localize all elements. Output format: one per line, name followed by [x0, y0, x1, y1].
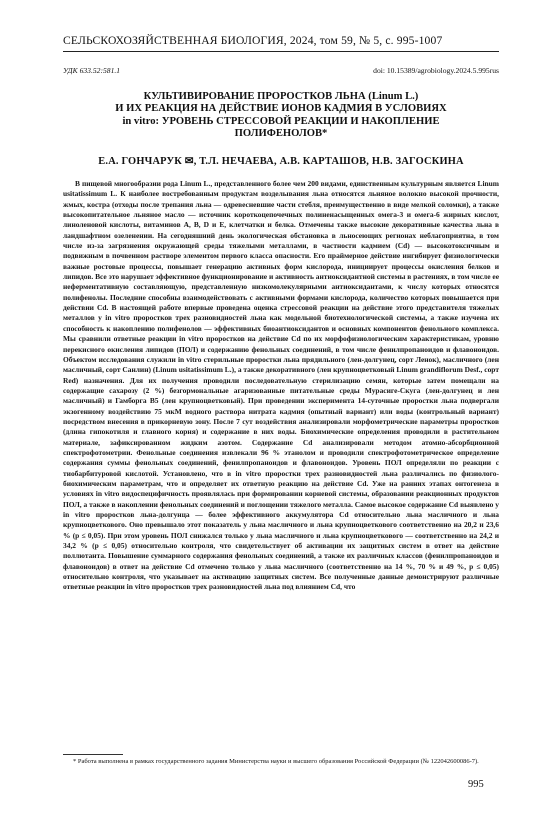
page-number: 995	[468, 779, 484, 790]
title-line-2: И ИХ РЕАКЦИЯ НА ДЕЙСТВИЕ ИОНОВ КАДМИЯ В УСЛОВИЯХ	[115, 103, 447, 115]
title-line-3: in vitro: УРОВЕНЬ СТРЕССОВОЙ РЕАКЦИИ И НАКОПЛЕНИЕ	[122, 115, 440, 127]
author-list: Е.А. ГОНЧАРУК ✉, Т.Л. НЕЧАЕВА, А.В. КАРТАШОВ, Н.В. ЗАГОСКИНА	[98, 156, 464, 167]
funding-footnote: * Работа выполнена в рамках государственного задания Министерства науки и высшего образования Российской Федерации (№ 122042600086-7).	[73, 758, 479, 765]
title-line-1: КУЛЬТИВИРОВАНИЕ ПРОРОСТКОВ ЛЬНА (Linum L.)	[143, 91, 419, 102]
footnote-rule	[63, 754, 123, 755]
doi-link[interactable]: doi: 10.15389/agrobiology.2024.5.995rus	[373, 66, 499, 75]
udk-code: УДК 633.52:581.1	[63, 66, 121, 75]
header-rule	[63, 51, 499, 52]
journal-running-header: СЕЛЬСКОХОЗЯЙСТВЕННАЯ БИОЛОГИЯ, 2024, том 59, № 5, с. 995-1007	[63, 34, 443, 47]
article-title	[63, 91, 499, 141]
article-meta	[63, 66, 499, 78]
title-line-4: ПОЛИФЕНОЛОВ*	[234, 128, 328, 140]
abstract-paragraph: В пищевой многообразии рода Linum L., представленного более чем 200 видами, единственным культурным является Linum usitatissimum L. К наиболее востребованным продуктам возделывания льна относятся льняное волокно высокой прочности, жмых, костра (отходы после трепания льна — одревесневшие части стебля, преимущественно в виде мелкой соломки), а также высокопитательное льняное масло — источник короткоцепочечных полиненасыщенных омега-3 и омега-6 жирных кислот, линоленовой кислоты, витаминов A, B, D и E, клетчатки и белка. Отмечены также высокие декоративные качества льна в ландшафтном озеленении. На сегодняшний день экологическая обстановка в льносеющих регионах неблагоприятна, в том числе из-за загрязнения окружающей среды тяжелыми металлами, в частности кадмием (Cd) — высокотоксичным и подвижным в почвенном растворе элементом первого класса опасности. Его праймерное действие ингибирует физиологически важные ростовые процессы, повышает генерацию активных форм кислорода, инициирует процессы окисления белков и липидов. Все это нарушает эффективное функционирование и активность антиоксидантной системы в растениях, в том числе ее неферментативную составляющую, представленную низкомолекулярными антиоксидантами, к числу которых относятся полифенолы. Последние способны взаимодействовать с активными формами кислорода, количество которых повышается при действии Cd. В настоящей работе впервые проведена оценка стрессовой реакции на действие этого представителя тяжелых металлов у in vitro проростков трех разновидностей льна как модельной биотехнологической системы, а также изучена их способность к накоплению полифенолов — эффективных биоантиоксидантов и основных компонентов фенольного комплекса. Мы сравнили ответные реакции in vitro проростков на действие Cd по их морфофизиологическим характеристикам, уровню перекисного окисления липидов (ПОЛ) и содержанию фенольных соединений, в том числе фенилпропаноидов и флавоноидов. Объектом исследования служили in vitro стерильные проростки льна прядильного (лен-долгунец, сорт Ленок), масличного (лен масличный, сорт Санлин) (Linum usitatissimum L.), а также декоративного (лен крупноцветковый Linum grandiflorum Desf., сорт Red) назначения. Для их получения проводили последовательную стерилизацию семян, которые затем помещали на содержащие сахарозу (2 %) безгормональные агаризованные питательные среды Мурасиге-Скуга (лен-долгунец и лен масличный) и Гамборга B5 (лен крупноцветковый). При проведении эксперимента 14-суточные проростки льна подвергали экзогенному воздействию 75 мкМ водного раствора нитрата кадмия (опытный вариант) или воды (контрольный вариант) посредством внесения в прикорневую зону. После 7 сут воздействия анализировали морфометрические параметры проростков (длина гипокотиля и главного корня) и содержание в них воды. Биохимические определения проводили в растительном материале, зафиксированном жидким азотом. Содержание Cd анализировали методом атомно-абсорбционной спектрофотометрии. Фенольные соединения извлекали 96 % этанолом и проводили спектрофотометрическое определение содержания суммы фенольных соединений, фенилпропаноидов и флавоноидов. Уровень ПОЛ определяли по реакции с тиобарбитуровой кислотой. Установлено, что в in vitro проростки трех разновидностей льна различались по физиолого-биохимическим параметрам, что и определяет их ответную реакцию на действие Cd. Уже на ранних этапах онтогенеза в условиях in vitro видоспецифичность проявлялась при формировании корневой системы, образовании реакционных продуктов ПОЛ, а также в накоплении фенольных соединений и поглощении тяжелого металла. Самое высокое содержание Cd выявлено у in vitro проростков льна-долгунца — более эффективного аккумулятора Cd относительно льна масличного и льна крупноцветкового. Оно превышало этот показатель у льна масличного и льна крупноцветкового соответственно на 20,2 и 23,6 % (p ≤ 0,05). При этом уровень ПОЛ снижался только у льна масличного и льна крупноцветкового — соответственно на 24,2 и 34,2 % (p ≤ 0,05) относительно контроля, что свидетельствует об активации их защитных систем в ответ на действие поллютанта. Повышение суммарного содержания фенольных соединений, а также их различных классов (фенилпропаноидов и флавоноидов) в ответ на действие Cd отмечено только у льна масличного (соответственно на 14 %, 70 % и 49 %, p ≤ 0,05) относительно контроля, что указывает на активацию защитных систем. Все полученные данные демонстрируют различные ответные реакции in vitro проростков трех разновидностей льна под влиянием Cd, что	[63, 179, 499, 592]
